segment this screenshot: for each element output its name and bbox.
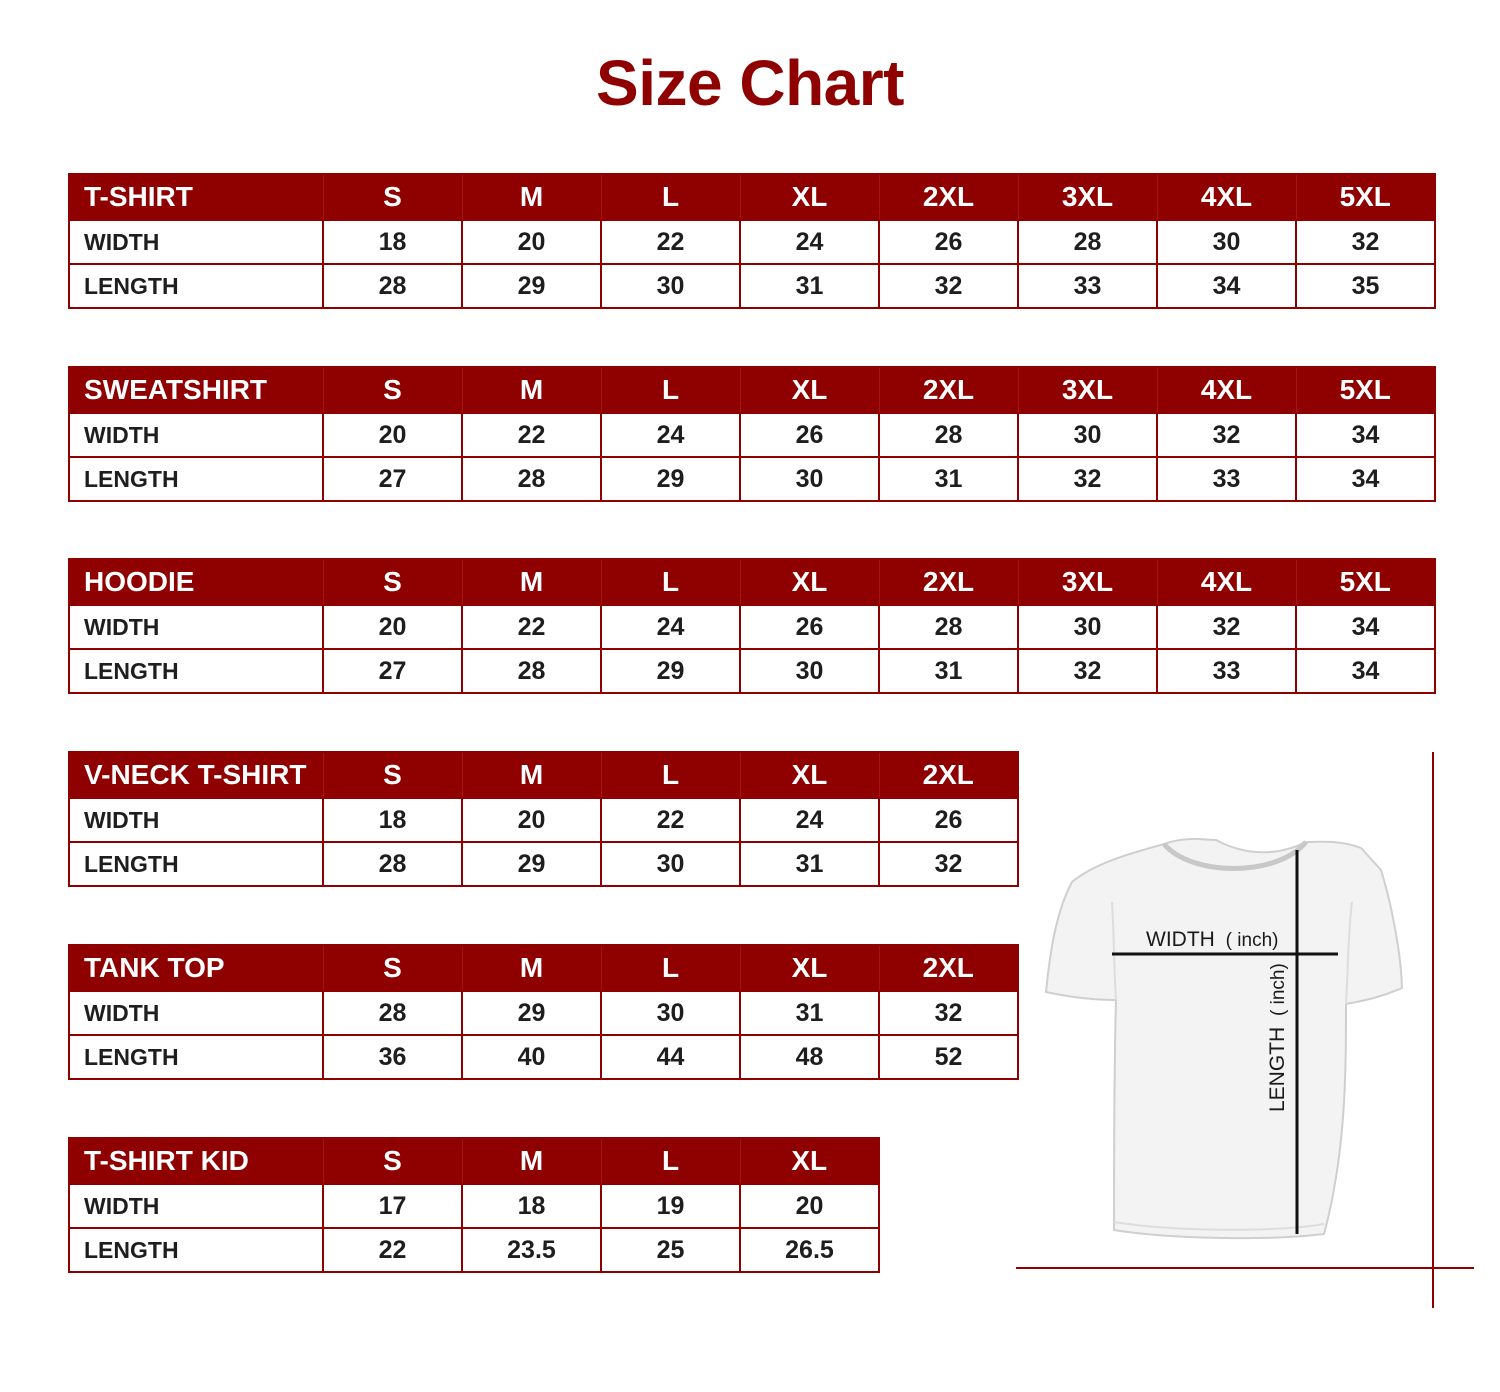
width-value: 32 [1157, 605, 1296, 649]
length-value: 29 [601, 649, 740, 693]
size-header: 4XL [1157, 559, 1296, 605]
size-header: 2XL [879, 559, 1018, 605]
size-table [68, 366, 1436, 502]
width-value: 20 [740, 1184, 879, 1228]
width-value: 24 [740, 798, 879, 842]
size-header: L [601, 752, 740, 798]
size-header: 5XL [1296, 559, 1435, 605]
size-header: 3XL [1018, 367, 1157, 413]
garment-name: V-NECK T-SHIRT [69, 752, 323, 798]
table-header-row [69, 174, 1435, 220]
size-header: 2XL [879, 752, 1018, 798]
size-header: S [323, 945, 462, 991]
size-header: 2XL [879, 945, 1018, 991]
width-value: 22 [462, 605, 601, 649]
size-header: S [323, 752, 462, 798]
length-value: 33 [1157, 649, 1296, 693]
length-value: 32 [879, 842, 1018, 886]
width-value: 32 [1296, 220, 1435, 264]
table-row [69, 842, 1018, 886]
width-value: 26 [879, 798, 1018, 842]
row-label-length: LENGTH [69, 457, 323, 501]
garment-name: HOODIE [69, 559, 323, 605]
row-label-width: WIDTH [69, 220, 323, 264]
size-table [68, 1137, 880, 1273]
length-value: 28 [323, 264, 462, 308]
size-header: 3XL [1018, 559, 1157, 605]
length-unit: ( inch) [1268, 963, 1289, 1016]
row-label-length: LENGTH [69, 842, 323, 886]
length-value: 52 [879, 1035, 1018, 1079]
size-header: S [323, 174, 462, 220]
garment-name: T-SHIRT KID [69, 1138, 323, 1184]
size-header: 5XL [1296, 174, 1435, 220]
table-header-row [69, 559, 1435, 605]
size-header: XL [740, 752, 879, 798]
table-row [69, 457, 1435, 501]
width-value: 17 [323, 1184, 462, 1228]
size-header: L [601, 367, 740, 413]
table-header-row [69, 945, 1018, 991]
length-value: 28 [462, 457, 601, 501]
length-value: 29 [601, 457, 740, 501]
size-header: XL [740, 174, 879, 220]
table-row [69, 220, 1435, 264]
svg-text:WIDTH ( inch) [1146, 928, 1278, 951]
length-value: 30 [601, 842, 740, 886]
size-table [68, 558, 1436, 694]
size-header: 2XL [879, 367, 1018, 413]
size-header: S [323, 1138, 462, 1184]
row-label-width: WIDTH [69, 605, 323, 649]
width-value: 24 [601, 605, 740, 649]
width-value: 18 [462, 1184, 601, 1228]
size-header: M [462, 1138, 601, 1184]
length-value: 22 [323, 1228, 462, 1272]
length-value: 31 [879, 649, 1018, 693]
table-header-row [69, 752, 1018, 798]
width-value: 22 [601, 798, 740, 842]
table-row [69, 1228, 879, 1272]
width-value: 29 [462, 991, 601, 1035]
width-value: 30 [1157, 220, 1296, 264]
length-value: 31 [740, 264, 879, 308]
size-header: L [601, 174, 740, 220]
length-value: 28 [462, 649, 601, 693]
row-label-width: WIDTH [69, 798, 323, 842]
width-value: 30 [1018, 413, 1157, 457]
width-value: 28 [1018, 220, 1157, 264]
table-row [69, 991, 1018, 1035]
length-label: LENGTH [1266, 1026, 1289, 1112]
garment-name: SWEATSHIRT [69, 367, 323, 413]
length-value: 48 [740, 1035, 879, 1079]
size-header: S [323, 559, 462, 605]
row-label-length: LENGTH [69, 264, 323, 308]
row-label-length: LENGTH [69, 1035, 323, 1079]
size-header: XL [740, 367, 879, 413]
length-value: 34 [1157, 264, 1296, 308]
width-value: 20 [462, 798, 601, 842]
table-header-row [69, 367, 1435, 413]
width-value: 24 [740, 220, 879, 264]
size-header: M [462, 367, 601, 413]
table-row [69, 413, 1435, 457]
length-value: 29 [462, 264, 601, 308]
size-table [68, 944, 1019, 1080]
size-header: XL [740, 1138, 879, 1184]
size-header: 4XL [1157, 174, 1296, 220]
size-table [68, 173, 1436, 309]
tshirt-measurement-diagram [1016, 752, 1476, 1312]
page-title: Size Chart [596, 47, 904, 119]
width-value: 30 [601, 991, 740, 1035]
table-row [69, 1035, 1018, 1079]
row-label-width: WIDTH [69, 413, 323, 457]
size-header: M [462, 559, 601, 605]
width-value: 24 [601, 413, 740, 457]
width-label: WIDTH [1146, 928, 1215, 951]
garment-name: T-SHIRT [69, 174, 323, 220]
size-header: M [462, 945, 601, 991]
width-value: 20 [323, 413, 462, 457]
length-value: 25 [601, 1228, 740, 1272]
size-header: M [462, 752, 601, 798]
length-value: 34 [1296, 457, 1435, 501]
length-value: 32 [1018, 457, 1157, 501]
width-unit: ( inch) [1225, 930, 1279, 951]
garment-name: TANK TOP [69, 945, 323, 991]
width-value: 22 [462, 413, 601, 457]
length-value: 30 [601, 264, 740, 308]
length-value: 32 [879, 264, 1018, 308]
length-value: 44 [601, 1035, 740, 1079]
length-value: 29 [462, 842, 601, 886]
table-row [69, 605, 1435, 649]
length-value: 27 [323, 649, 462, 693]
size-header: L [601, 559, 740, 605]
length-value: 32 [1018, 649, 1157, 693]
width-value: 20 [323, 605, 462, 649]
table-row [69, 649, 1435, 693]
width-value: 26 [740, 413, 879, 457]
length-value: 33 [1018, 264, 1157, 308]
width-value: 34 [1296, 605, 1435, 649]
table-header-row [69, 1138, 879, 1184]
row-label-width: WIDTH [69, 1184, 323, 1228]
length-value: 26.5 [740, 1228, 879, 1272]
width-value: 22 [601, 220, 740, 264]
table-row [69, 264, 1435, 308]
size-header: 2XL [879, 174, 1018, 220]
row-label-length: LENGTH [69, 649, 323, 693]
row-label-width: WIDTH [69, 991, 323, 1035]
width-value: 28 [323, 991, 462, 1035]
width-value: 30 [1018, 605, 1157, 649]
length-value: 28 [323, 842, 462, 886]
length-value: 30 [740, 457, 879, 501]
size-header: S [323, 367, 462, 413]
table-row [69, 798, 1018, 842]
width-value: 28 [879, 413, 1018, 457]
size-header: L [601, 1138, 740, 1184]
length-value: 36 [323, 1035, 462, 1079]
length-value: 34 [1296, 649, 1435, 693]
length-value: 27 [323, 457, 462, 501]
table-row [69, 1184, 879, 1228]
row-label-length: LENGTH [69, 1228, 323, 1272]
width-value: 26 [879, 220, 1018, 264]
size-header: M [462, 174, 601, 220]
width-value: 20 [462, 220, 601, 264]
width-value: 34 [1296, 413, 1435, 457]
size-header: 3XL [1018, 174, 1157, 220]
svg-text:LENGTH ( inch) [1266, 963, 1289, 1112]
size-header: L [601, 945, 740, 991]
width-value: 18 [323, 220, 462, 264]
size-table [68, 751, 1019, 887]
length-value: 23.5 [462, 1228, 601, 1272]
width-value: 28 [879, 605, 1018, 649]
length-value: 40 [462, 1035, 601, 1079]
length-value: 33 [1157, 457, 1296, 501]
width-value: 26 [740, 605, 879, 649]
length-value: 30 [740, 649, 879, 693]
size-header: XL [740, 945, 879, 991]
size-header: 4XL [1157, 367, 1296, 413]
length-value: 35 [1296, 264, 1435, 308]
size-header: 5XL [1296, 367, 1435, 413]
length-value: 31 [740, 842, 879, 886]
width-value: 19 [601, 1184, 740, 1228]
width-value: 31 [740, 991, 879, 1035]
length-value: 31 [879, 457, 1018, 501]
width-value: 18 [323, 798, 462, 842]
tshirt-icon [1046, 839, 1402, 1238]
width-value: 32 [1157, 413, 1296, 457]
size-header: XL [740, 559, 879, 605]
width-value: 32 [879, 991, 1018, 1035]
